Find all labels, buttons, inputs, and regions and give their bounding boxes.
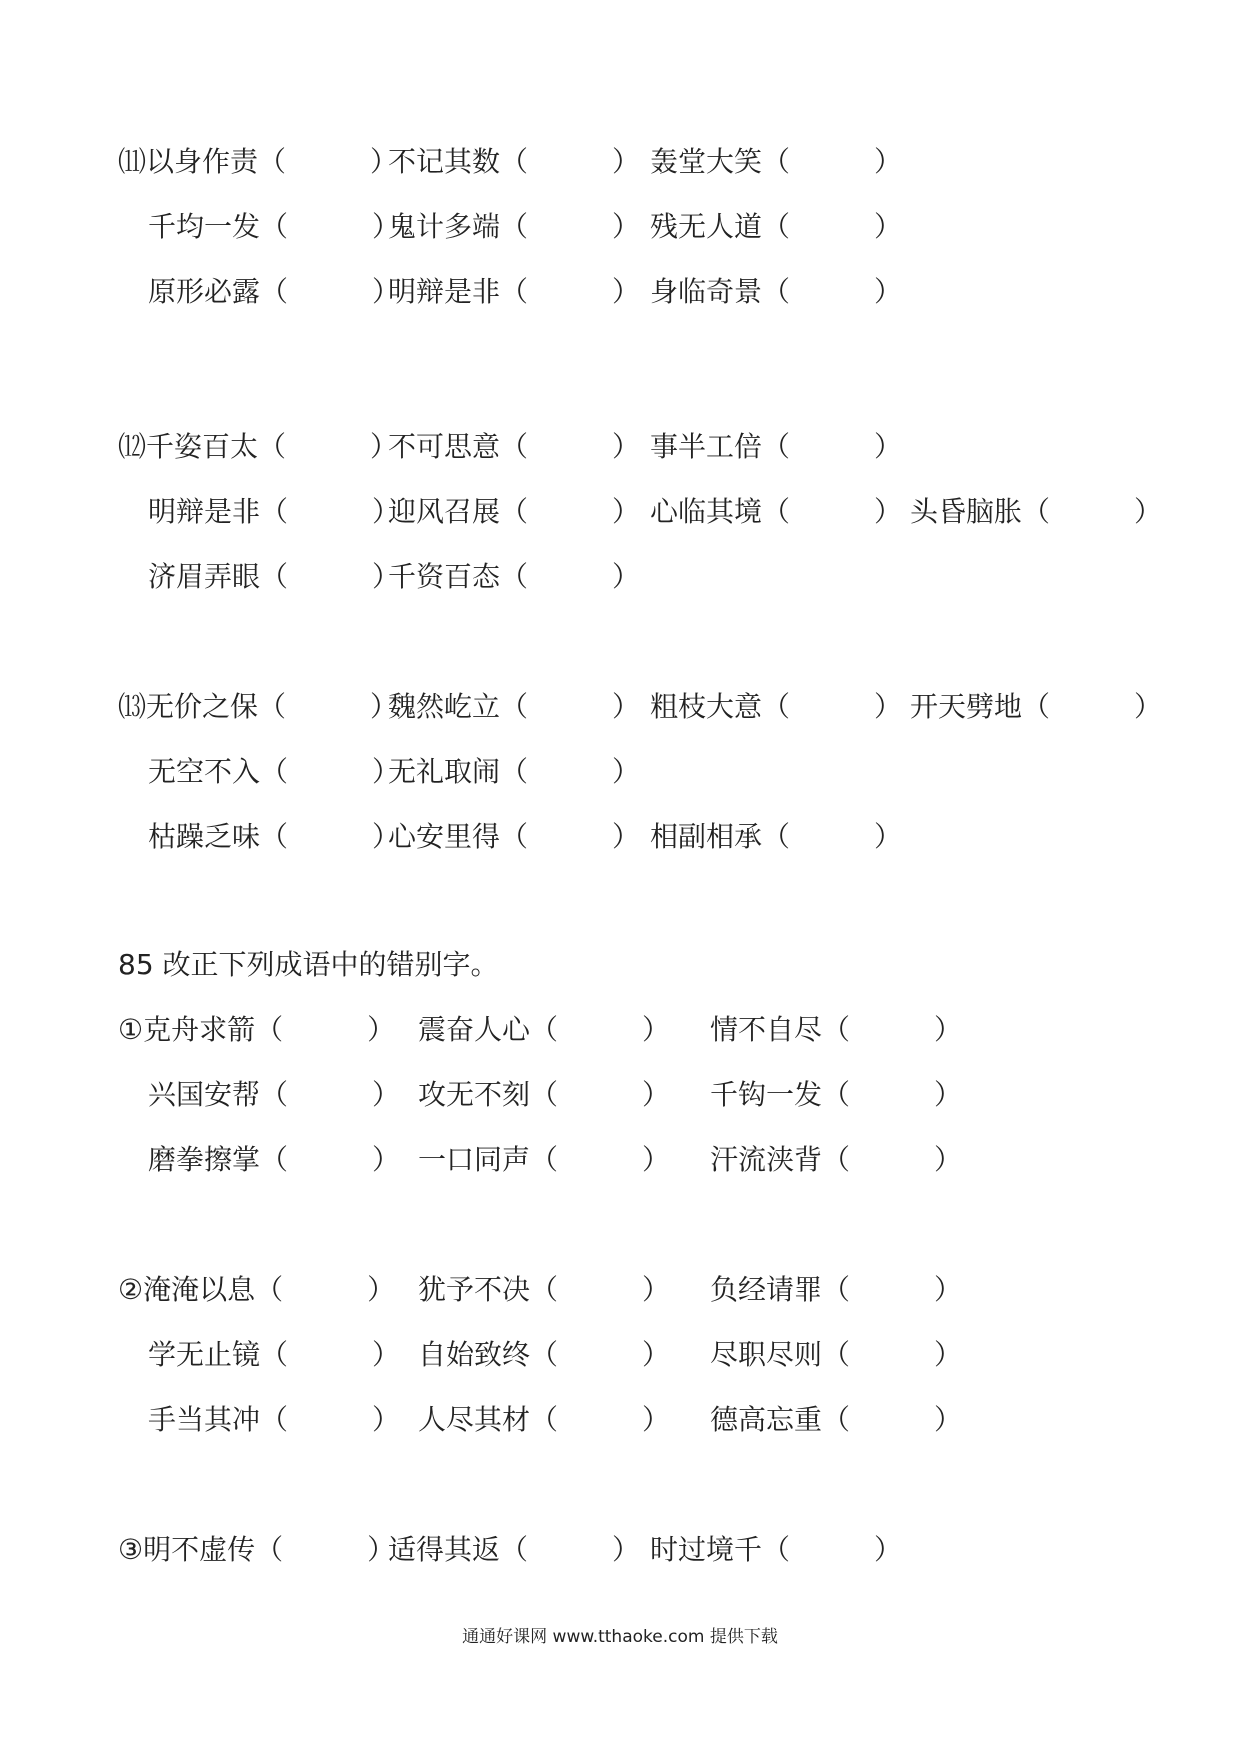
idiom-item: 负经请罪（ ） (710, 1273, 963, 1306)
idiom-line (0, 142, 1240, 182)
idiom-item: 轰堂大笑（ ） (650, 145, 903, 178)
idiom-item: 尽职尽则（ ） (710, 1338, 963, 1371)
idiom-item: 魏然屹立（ ） (388, 690, 641, 723)
idiom-item: 千钩一发（ ） (710, 1078, 963, 1111)
idiom-item: 犹予不决（ ） (418, 1273, 671, 1306)
idiom-item: 事半工倍（ ） (650, 430, 903, 463)
idiom-item: 手当其冲（ ） (148, 1403, 401, 1436)
idiom-item: 磨拳擦掌（ ） (148, 1143, 401, 1176)
idiom-line (0, 1270, 1240, 1310)
idiom-line (0, 1010, 1240, 1050)
idiom-line (0, 557, 1240, 597)
idiom-item: ⑾以身作责（ ） (118, 145, 399, 178)
idiom-item: 明辩是非（ ） (148, 495, 401, 528)
idiom-item: 心临其境（ ） (650, 495, 903, 528)
idiom-item: 无礼取闹（ ） (388, 755, 641, 788)
idiom-line (0, 272, 1240, 312)
idiom-item: 枯躁乏味（ ） (148, 820, 401, 853)
idiom-item: 一口同声（ ） (418, 1143, 671, 1176)
idiom-line (0, 817, 1240, 857)
idiom-item: 攻无不刻（ ） (418, 1078, 671, 1111)
idiom-line (0, 1400, 1240, 1440)
idiom-item: ⒀无价之保（ ） (118, 690, 399, 723)
idiom-item: 自始致终（ ） (418, 1338, 671, 1371)
idiom-item: 情不自尽（ ） (710, 1013, 963, 1046)
idiom-item: 济眉弄眼（ ） (148, 560, 401, 593)
page-footer: 通通好课网 www.tthaoke.com 提供下载 (462, 1627, 778, 1647)
idiom-item: ⑿千姿百太（ ） (118, 430, 399, 463)
idiom-item: 残无人道（ ） (650, 210, 903, 243)
idiom-item: 粗枝大意（ ） (650, 690, 903, 723)
idiom-item: 震奋人心（ ） (418, 1013, 671, 1046)
idiom-item: ①克舟求箭（ ） (118, 1013, 396, 1046)
idiom-line (0, 1140, 1240, 1180)
idiom-item: 头昏脑胀（ ） (910, 495, 1163, 528)
idiom-item: 适得其返（ ） (388, 1533, 641, 1566)
idiom-line (0, 752, 1240, 792)
question-heading: 85 改正下列成语中的错别字。 (118, 948, 499, 981)
idiom-item: 原形必露（ ） (148, 275, 401, 308)
idiom-item: 千资百态（ ） (388, 560, 641, 593)
idiom-line (0, 492, 1240, 532)
idiom-item: ②淹淹以息（ ） (118, 1273, 396, 1306)
idiom-item: 时过境千（ ） (650, 1533, 903, 1566)
idiom-item: 开天劈地（ ） (910, 690, 1163, 723)
idiom-item: 身临奇景（ ） (650, 275, 903, 308)
idiom-item: 相副相承（ ） (650, 820, 903, 853)
idiom-item: 迎风召展（ ） (388, 495, 641, 528)
idiom-item: 不记其数（ ） (388, 145, 641, 178)
idiom-line (0, 427, 1240, 467)
idiom-line (0, 1530, 1240, 1570)
idiom-item: 兴国安帮（ ） (148, 1078, 401, 1111)
idiom-item: 人尽其材（ ） (418, 1403, 671, 1436)
idiom-line (0, 1075, 1240, 1115)
idiom-item: ③明不虚传（ ） (118, 1533, 396, 1566)
idiom-item: 鬼计多端（ ） (388, 210, 641, 243)
idiom-item: 心安里得（ ） (388, 820, 641, 853)
idiom-line (0, 687, 1240, 727)
idiom-item: 汗流浃背（ ） (710, 1143, 963, 1176)
idiom-item: 无空不入（ ） (148, 755, 401, 788)
idiom-line (0, 207, 1240, 247)
idiom-item: 学无止镜（ ） (148, 1338, 401, 1371)
idiom-item: 明辩是非（ ） (388, 275, 641, 308)
idiom-item: 德高忘重（ ） (710, 1403, 963, 1436)
idiom-item: 千均一发（ ） (148, 210, 401, 243)
idiom-item: 不可思意（ ） (388, 430, 641, 463)
idiom-line (0, 1335, 1240, 1375)
